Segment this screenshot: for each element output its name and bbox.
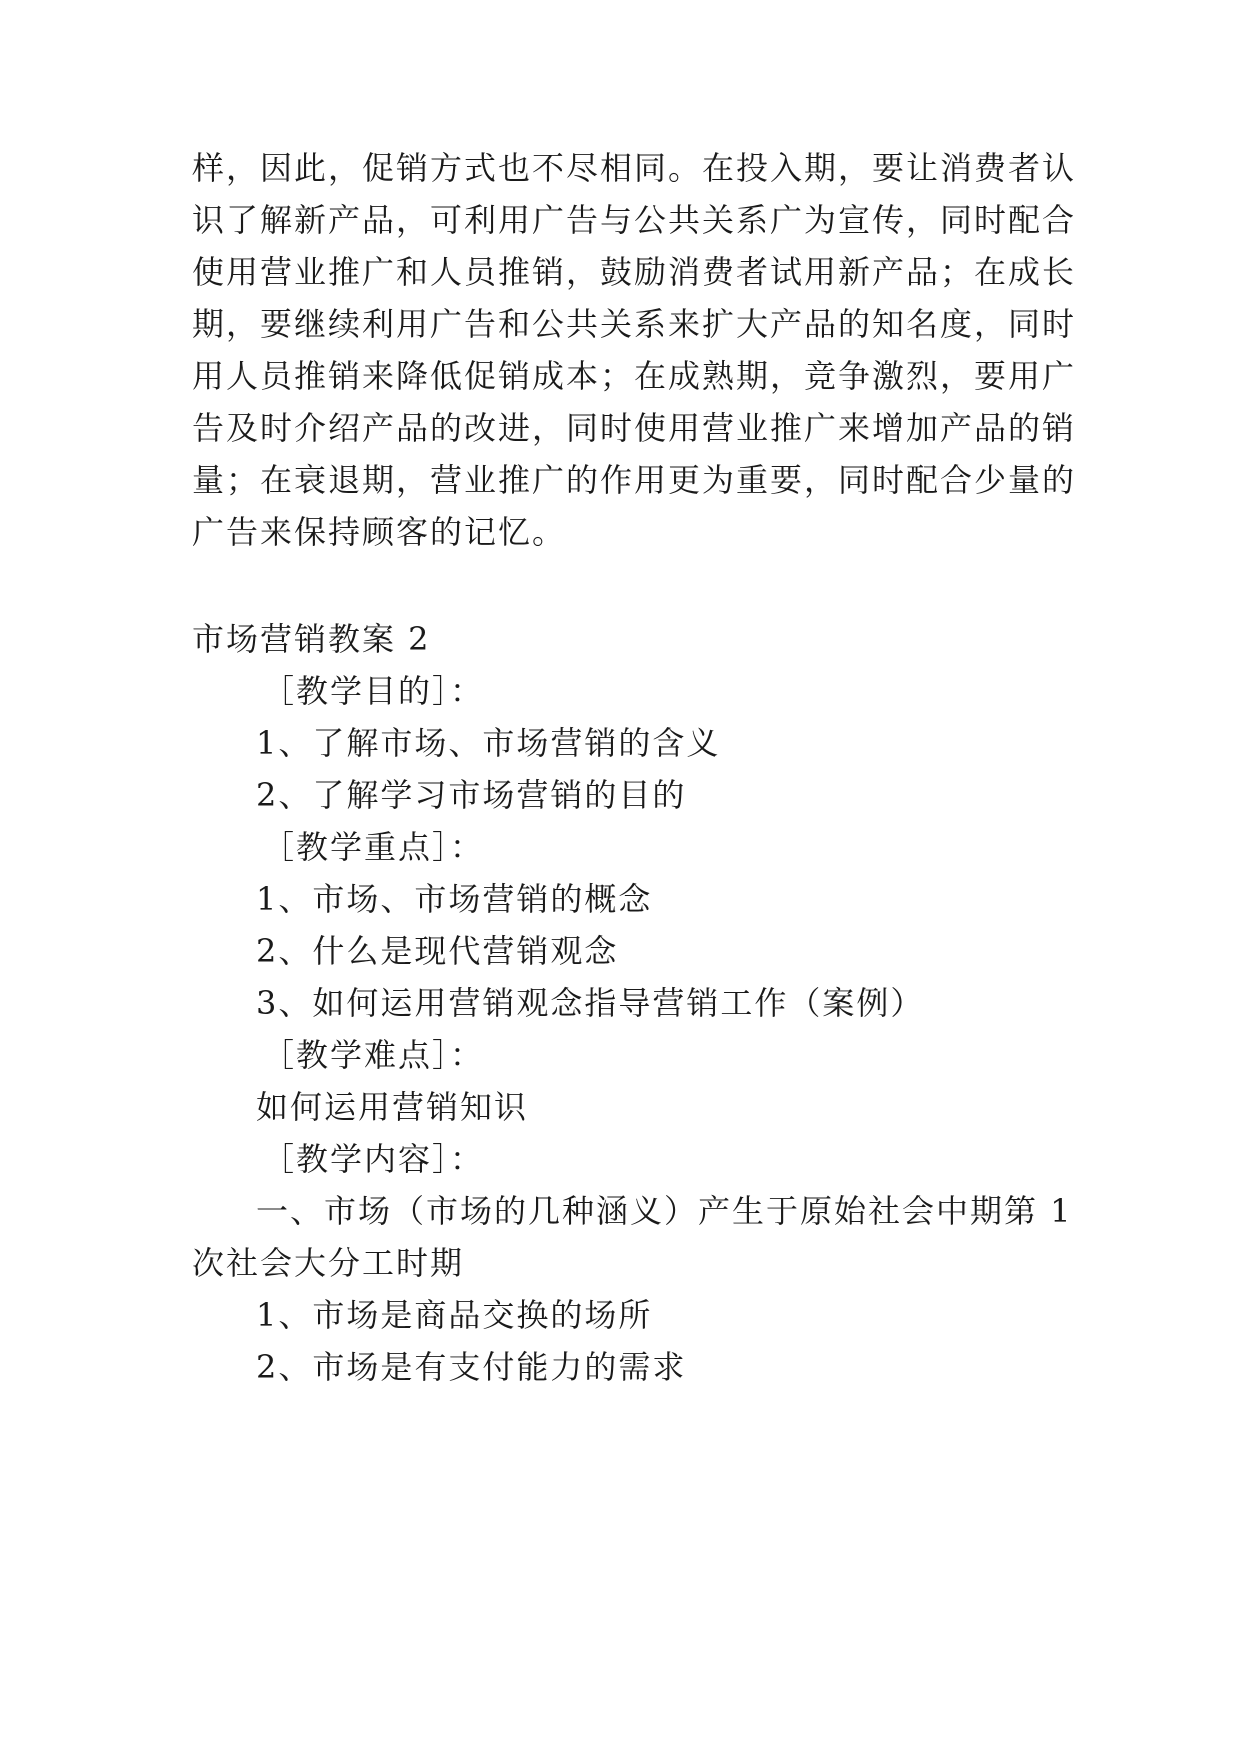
paragraph-line: 告及时介绍产品的改进，同时使用营业推广来增加产品的销 bbox=[192, 409, 1077, 447]
paragraph-line: 用人员推销来降低促销成本；在成熟期，竞争激烈，要用广 bbox=[192, 357, 1077, 395]
content-heading: ［教学内容］： bbox=[262, 1140, 485, 1178]
paragraph-line: 使用营业推广和人员推销，鼓励消费者试用新产品；在成长 bbox=[192, 253, 1077, 291]
paragraph-line: 识了解新产品，可利用广告与公共关系广为宣传，同时配合 bbox=[192, 201, 1077, 239]
paragraph-line: 期，要继续利用广告和公共关系来扩大产品的知名度，同时 bbox=[192, 305, 1077, 343]
paragraph-line: 量；在衰退期，营业推广的作用更为重要，同时配合少量的 bbox=[192, 461, 1077, 499]
key-points-heading: ［教学重点］： bbox=[262, 828, 485, 866]
key-point-item: 2、什么是现代营销观念 bbox=[256, 932, 619, 970]
difficulty-item: 如何运用营销知识 bbox=[256, 1088, 529, 1126]
content-item: 1、市场是商品交换的场所 bbox=[256, 1296, 653, 1334]
key-point-item: 3、如何运用营销观念指导营销工作（案例） bbox=[256, 984, 925, 1022]
objective-item: 1、了解市场、市场营销的含义 bbox=[256, 724, 721, 762]
paragraph-line: 样，因此，促销方式也不尽相同。在投入期，要让消费者认 bbox=[192, 149, 1077, 187]
section-title: 市场营销教案 2 bbox=[192, 620, 431, 658]
content-intro: 一、市场（市场的几种涵义）产生于原始社会中期第 1 bbox=[256, 1192, 1073, 1230]
key-point-item: 1、市场、市场营销的概念 bbox=[256, 880, 653, 918]
content-intro-continued: 次社会大分工时期 bbox=[192, 1244, 465, 1282]
objective-item: 2、了解学习市场营销的目的 bbox=[256, 776, 687, 814]
objectives-heading: ［教学目的］： bbox=[262, 672, 485, 710]
content-item: 2、市场是有支付能力的需求 bbox=[256, 1348, 687, 1386]
difficulties-heading: ［教学难点］： bbox=[262, 1036, 485, 1074]
paragraph-line: 广告来保持顾客的记忆。 bbox=[192, 513, 567, 551]
